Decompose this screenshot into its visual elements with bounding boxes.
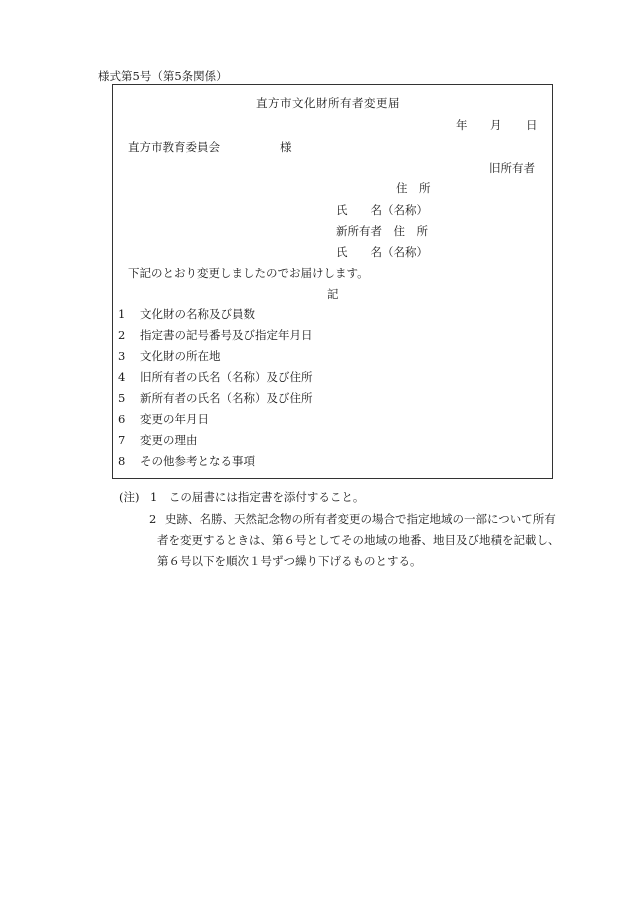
item-number: 8	[118, 454, 126, 468]
item-text: 新所有者の氏名（名称）及び住所	[140, 391, 313, 405]
list-item	[118, 391, 313, 405]
old-owner-address-label: 住 所	[396, 181, 431, 195]
date-month: 月	[490, 118, 502, 132]
item-text: 文化財の所在地	[140, 349, 221, 363]
ki-heading: 記	[327, 287, 339, 301]
form-title: 直方市文化財所有者変更届	[256, 96, 400, 110]
list-item	[118, 454, 255, 468]
note-prefix: (注)	[119, 490, 140, 504]
form-number-label: 様式第5号（第5条関係）	[98, 69, 228, 83]
date-day: 日	[526, 118, 538, 132]
item-number: 1	[118, 307, 126, 321]
note-2-line-3: 第６号以下を順次１号ずつ繰り下げるものとする。	[157, 554, 422, 568]
item-number: 2	[118, 328, 126, 342]
item-number: 3	[118, 349, 126, 363]
old-owner-name-label: 氏 名（名称）	[336, 203, 428, 217]
list-item	[118, 307, 255, 321]
addressee: 直方市教育委員会	[128, 140, 220, 154]
new-owner-address-label: 新所有者 住 所	[336, 224, 428, 238]
item-text: 変更の理由	[140, 433, 198, 447]
note-2-line-1: 史跡、名勝、天然記念物の所有者変更の場合で指定地域の一部について所有	[165, 512, 556, 526]
item-text: 変更の年月日	[140, 412, 209, 426]
list-item	[118, 412, 209, 426]
old-owner-heading: 旧所有者	[489, 161, 535, 175]
item-number: 5	[118, 391, 126, 405]
statement: 下記のとおり変更しましたのでお届けします。	[128, 266, 369, 280]
item-number: 7	[118, 433, 126, 447]
list-item	[118, 433, 198, 447]
item-number: 6	[118, 412, 126, 426]
note-1: 1 この届書には指定書を添付すること。	[150, 490, 365, 504]
item-text: 指定書の記号番号及び指定年月日	[140, 328, 313, 342]
honorific: 様	[280, 140, 292, 154]
list-item	[118, 328, 313, 342]
item-text: 文化財の名称及び員数	[140, 307, 255, 321]
list-item	[118, 349, 221, 363]
note-2-number: 2	[149, 512, 157, 526]
item-text: 旧所有者の氏名（名称）及び住所	[140, 370, 313, 384]
list-item	[118, 370, 313, 384]
item-text: その他参考となる事項	[140, 454, 255, 468]
new-owner-name-label: 氏 名（名称）	[336, 245, 428, 259]
note-2-line-2: 者を変更するときは、第６号としてその地域の地番、地目及び地積を記載し、	[157, 533, 560, 547]
date-year: 年	[456, 118, 468, 132]
item-number: 4	[118, 370, 126, 384]
